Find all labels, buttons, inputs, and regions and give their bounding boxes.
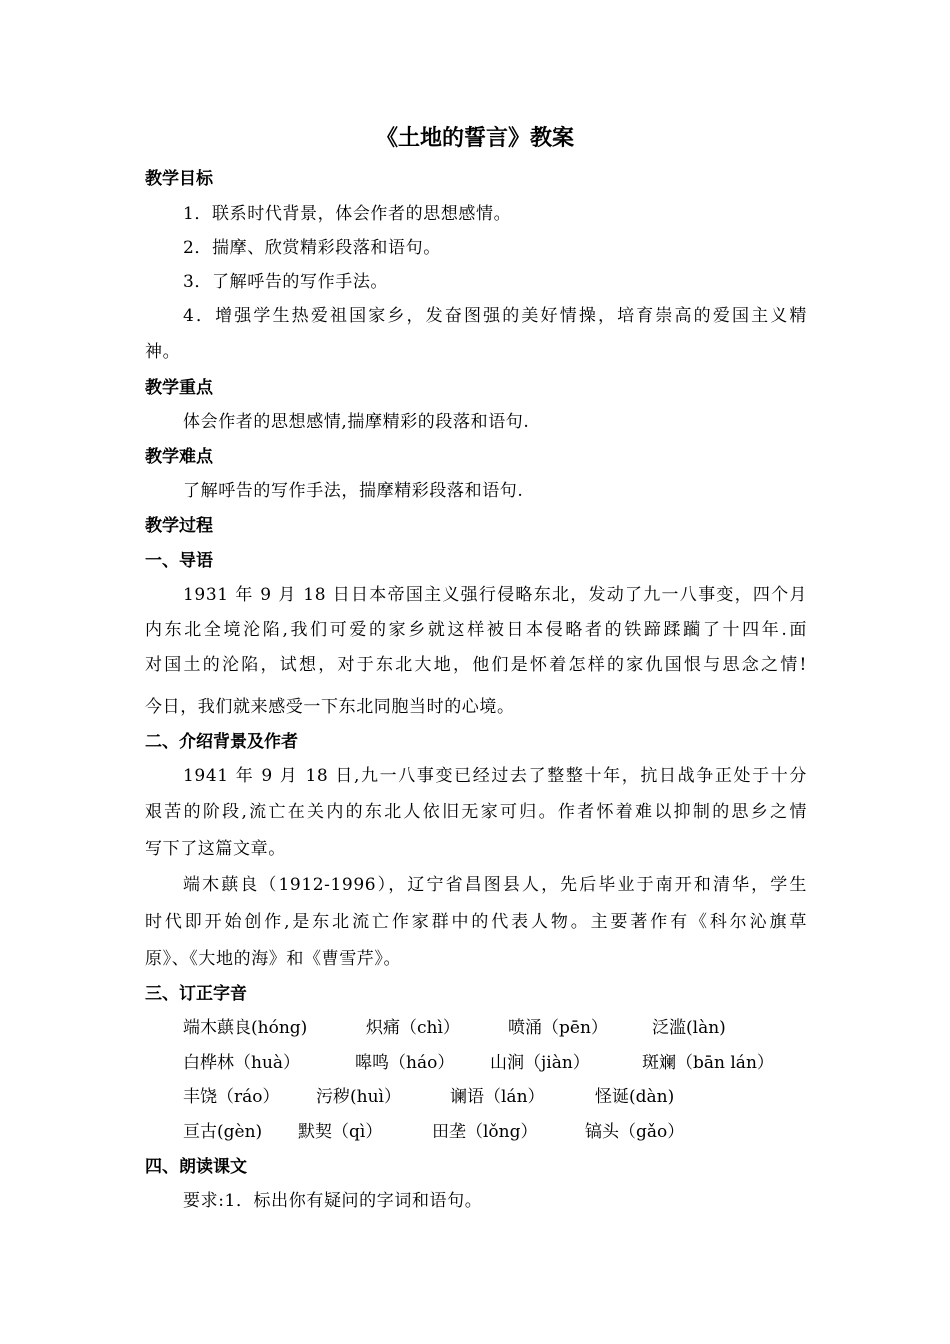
intro-line: 今日，我们就来感受一下东北同胞当时的心境。: [145, 697, 515, 717]
document-title: 《土地的誓言》教案: [375, 126, 574, 151]
heading-teaching-goals: 教学目标: [145, 169, 213, 189]
goal-item: 3．了解呼告的写作手法。: [183, 272, 389, 292]
heading-difficulties: 教学难点: [145, 447, 213, 467]
pronunciation-item: 泛滥(làn): [652, 1018, 726, 1038]
background-line: 写下了这篇文章。: [145, 839, 286, 859]
goal-item: 2．揣摩、欣赏精彩段落和语句。: [183, 238, 441, 258]
pronunciation-item: 端木蕻良(hóng): [183, 1018, 308, 1038]
author-line: 原》、《大地的海》和《曹雪芹》。: [145, 949, 402, 969]
heading-intro: 一、导语: [145, 551, 213, 571]
background-line: 1941 年 9 月 18 日,九一八事变已经过去了整整十年，抗日战争正处于十分: [183, 766, 807, 786]
pronunciation-item: 污秽(huì）: [316, 1087, 401, 1107]
pronunciation-item: 丰饶（ráo）: [183, 1087, 280, 1107]
pronunciation-item: 斑斓（bān lán）: [642, 1053, 774, 1073]
heading-key-points: 教学重点: [145, 378, 213, 398]
goal-item: 4．增强学生热爱祖国家乡，发奋图强的美好情操，培育崇高的爱国主义精: [183, 306, 807, 326]
intro-line: 对国土的沦陷，试想，对于东北大地，他们是怀着怎样的家仇国恨与思念之情!: [145, 655, 807, 675]
pronunciation-item: 山涧（jiàn）: [490, 1053, 590, 1073]
key-points-text: 体会作者的思想感情,揣摩精彩的段落和语句.: [183, 412, 530, 432]
difficulties-text: 了解呼告的写作手法，揣摩精彩段落和语句.: [183, 481, 524, 501]
pronunciation-item: 怪诞(dàn): [595, 1087, 675, 1107]
intro-line: 1931 年 9 月 18 日日本帝国主义强行侵略东北，发动了九一八事变，四个月: [183, 585, 807, 605]
author-line: 端木蕻良（1912-1996），辽宁省昌图县人，先后毕业于南开和清华，学生: [183, 875, 807, 895]
pronunciation-item: 喷涌（pēn）: [508, 1018, 608, 1038]
heading-pronunciation: 三、订正字音: [145, 984, 247, 1004]
pronunciation-item: 默契（qì）: [298, 1122, 383, 1142]
heading-teaching-process: 教学过程: [145, 516, 213, 536]
author-line: 时代即开始创作,是东北流亡作家群中的代表人物。主要著作有《科尔沁旗草: [145, 912, 807, 932]
pronunciation-item: 嗥鸣（háo）: [355, 1053, 455, 1073]
pronunciation-item: 炽痛（chì）: [366, 1018, 460, 1038]
background-line: 艰苦的阶段,流亡在关内的东北人依旧无家可归。作者怀着难以抑制的思乡之情: [145, 802, 807, 822]
pronunciation-item: 镐头（gǎo）: [585, 1122, 685, 1142]
pronunciation-item: 田垄（lǒng）: [432, 1122, 538, 1142]
intro-line: 内东北全境沦陷,我们可爱的家乡就这样被日本侵略者的铁蹄蹂躏了十四年.面: [145, 620, 807, 640]
pronunciation-item: 白桦林（huà）: [183, 1053, 301, 1073]
heading-background: 二、介绍背景及作者: [145, 732, 298, 752]
goal-item: 1．联系时代背景，体会作者的思想感情。: [183, 204, 512, 224]
pronunciation-item: 谰语（lán）: [450, 1087, 545, 1107]
heading-reading: 四、朗读课文: [145, 1157, 247, 1177]
reading-requirement: 要求:1．标出你有疑问的字词和语句。: [183, 1191, 483, 1211]
pronunciation-item: 亘古(gèn): [183, 1122, 263, 1142]
goal-item-continued: 神。: [145, 342, 181, 362]
